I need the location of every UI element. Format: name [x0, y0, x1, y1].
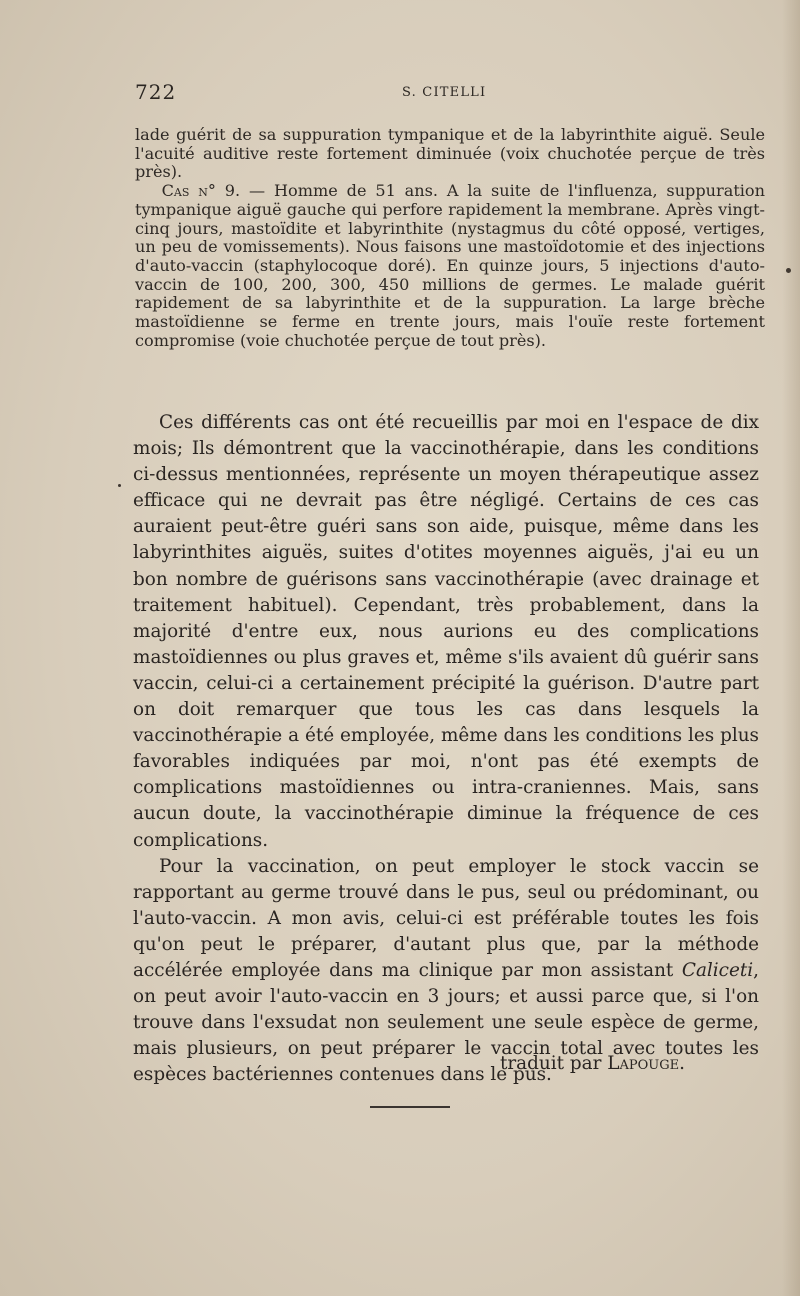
assistant-name: Caliceti: [681, 959, 754, 981]
vaccination-text-end: , on peut avoir l'auto-vaccin en 3 jours; et aussi parce que, si l'on trouve dans l'exsudat non seulement une seule espèce de germe, mais plusieurs, on peut préparer le vaccin total avec toutes les espèces bactériennes contenues dans le pus.: [133, 959, 759, 1086]
page-header: [135, 80, 765, 108]
margin-speck: [118, 484, 121, 487]
translator-prefix: traduit par: [500, 1053, 608, 1074]
case-reports-text: [135, 126, 765, 350]
margin-speck: [786, 268, 791, 273]
main-text: [133, 410, 759, 1088]
case-8-conclusion: lade guérit de sa suppuration tympanique et de la labyrinthite aiguë. Seule l'acuité auditive reste fortement diminuée (voix chuchotée perçue de très près).: [135, 125, 765, 182]
case-9-label: Cas n° 9.: [161, 181, 241, 201]
translator-credit: [500, 1053, 685, 1074]
translator-suffix: .: [679, 1053, 685, 1074]
running-head: S. CITELLI: [402, 85, 487, 100]
translator-name: Lapouge: [607, 1053, 680, 1074]
vaccination-text-start: Pour la vaccination, on peut employer le stock vaccin se rapportant au germe trouvé dans le pus, seul ou prédominant, ou l'auto-vaccin. A mon avis, celui-ci est préférable toutes les fois qu'on peut le préparer, d'autant plus que, par la méthode accélérée employée dans ma clinique par mon assistant: [133, 855, 759, 981]
case-9-paragraph: [135, 182, 765, 350]
page-number: 722: [135, 80, 177, 104]
conclusion-paragraph: Ces différents cas ont été recueillis par moi en l'espace de dix mois; Ils démontrent que la vaccinothérapie, dans les conditions ci-dessus mentionnées, représente un moyen thérapeutique assez efficace qui ne devrait pas être négligé. Certains de ces cas auraient peut-être guéri sans son aide, puisque, même dans les labyrinthites aiguës, suites d'otites moyennes aiguës, j'ai eu un bon nombre de guérisons sans vaccinothérapie (avec drainage et traitement habituel). Cependant, très probablement, dans la majorité d'entre eux, nous aurions eu des complications mastoïdiennes ou plus graves et, même s'ils avaient dû guérir sans vaccin, celui-ci a certainement précipité la guérison. D'autre part on doit remarquer que tous les cas dans lesquels la vaccinothérapie a été employée, même dans les conditions les plus favorables indiquées par moi, n'ont pas été exempts de complications mastoïdiennes ou intra-craniennes. Mais, sans aucun doute, la vaccinothérapie diminue la fréquence de ces complications.: [133, 412, 759, 851]
case-9-text: — Homme de 51 ans. A la suite de l'influenza, suppuration tympanique aiguë gauche qui perfore rapidement la membrane. Après vingt-cinq jours, mastoïdite et labyrinthite (nystagmus du côté opposé, vertiges, un peu de vomissements). Nous faisons une mastoïdotomie et des injections d'auto-vaccin (staphylocoque doré). En quinze jours, 5 injections d'auto-vaccin de 100, 200, 300, 450 millions de germes. Le malade guérit rapidement de sa labyrinthite et de la suppuration. La large brèche mastoïdienne se ferme en trente jours, mais l'ouïe reste fortement compromise (voie chuchotée perçue de tout près).: [135, 181, 765, 350]
end-rule: [370, 1106, 450, 1108]
